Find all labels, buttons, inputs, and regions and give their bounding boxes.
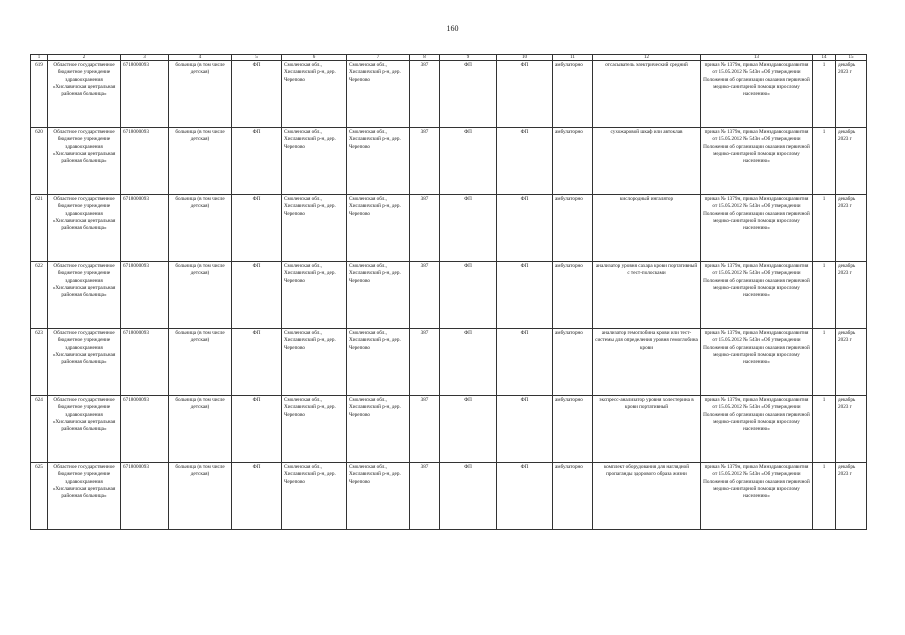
address-cell: Смоленская обл., Хиславичский р-н, дер. Черепово [282,195,347,262]
table-row [31,262,867,329]
care-form: амбулаторно [553,195,593,262]
column-number: 9 [440,55,497,61]
row-number: 620 [31,128,48,195]
numeric-code: 387 [410,329,440,396]
equipment-name: отсасыватель электрический средний [593,61,701,128]
row-number: 625 [31,463,48,530]
care-form: амбулаторно [553,262,593,329]
facility-kind: ФП [440,128,497,195]
column-number: 8 [410,55,440,61]
delivery-date: декабрь 2023 г [836,128,867,195]
facility-kind: ФП [232,61,282,128]
org-code: 6718000093 [121,61,169,128]
address-cell: Смоленская обл., Хиславичский р-н, дер. Черепово [347,463,410,530]
quantity: 1 [813,195,836,262]
facility-kind: ФП [440,195,497,262]
row-number: 622 [31,262,48,329]
legal-basis: приказ № 1379н, приказ Минздравсоцразвития от 15.05.2012 № 543н «Об утверждении Положения об организации оказания первичной медико-санитарной помощи взрослому населению» [701,463,813,530]
facility-kind: ФП [440,329,497,396]
facility-kind: ФП [497,128,553,195]
numeric-code: 387 [410,262,440,329]
organization-name: Областное государственное бюджетное учреждение здравоохранения «Хиславичская центральная районная больница» [48,463,121,530]
column-number: 3 [121,55,169,61]
facility-kind: ФП [497,396,553,463]
column-number: 6 [282,55,347,61]
table-row [31,195,867,262]
table-row [31,61,867,128]
column-number: 10 [497,55,553,61]
org-code: 6718000093 [121,329,169,396]
row-number: 624 [31,396,48,463]
equipment-name: сухожаровой шкаф или автоклав [593,128,701,195]
facility-kind: ФП [232,262,282,329]
table-row [31,329,867,396]
quantity: 1 [813,463,836,530]
facility-kind: ФП [232,128,282,195]
equipment-name: анализатор уровня сахара крови портативный с тест-полосками [593,262,701,329]
column-number: 12 [593,55,701,61]
equipment-name: комплект оборудования для наглядной пропаганды здорового образа жизни [593,463,701,530]
numeric-code: 387 [410,61,440,128]
org-code: 6718000093 [121,396,169,463]
legal-basis: приказ № 1379н, приказ Минздравсоцразвития от 15.05.2012 № 543н «Об утверждении Положения об организации оказания первичной медико-санитарной помощи взрослому населению» [701,329,813,396]
address-cell: Смоленская обл., Хиславичский р-н, дер. Черепово [282,329,347,396]
column-number: 15 [836,55,867,61]
legal-basis: приказ № 1379н, приказ Минздравсоцразвития от 15.05.2012 № 543н «Об утверждении Положения об организации оказания первичной медико-санитарной помощи взрослому населению» [701,396,813,463]
row-number: 621 [31,195,48,262]
care-form: амбулаторно [553,128,593,195]
facility-kind: ФП [232,195,282,262]
facility-kind: ФП [440,61,497,128]
numeric-code: 387 [410,195,440,262]
organization-name: Областное государственное бюджетное учреждение здравоохранения «Хиславичская центральная районная больница» [48,61,121,128]
quantity: 1 [813,61,836,128]
facility-type: больница (в том числе детская) [169,463,232,530]
address-cell: Смоленская обл., Хиславичский р-н, дер. Черепово [282,463,347,530]
delivery-date: декабрь 2023 г [836,61,867,128]
table-row [31,463,867,530]
quantity: 1 [813,128,836,195]
facility-kind: ФП [497,195,553,262]
quantity: 1 [813,262,836,329]
table-row [31,128,867,195]
column-number: 2 [48,55,121,61]
address-cell: Смоленская обл., Хиславичский р-н, дер. Черепово [282,128,347,195]
legal-basis: приказ № 1379н, приказ Минздравсоцразвития от 15.05.2012 № 543н «Об утверждении Положения об организации оказания первичной медико-санитарной помощи взрослому населению» [701,262,813,329]
table-row [31,396,867,463]
column-number: 5 [232,55,282,61]
equipment-table [30,54,867,530]
address-cell: Смоленская обл., Хиславичский р-н, дер. Черепово [347,128,410,195]
org-code: 6718000093 [121,463,169,530]
facility-type: больница (в том числе детская) [169,329,232,396]
organization-name: Областное государственное бюджетное учреждение здравоохранения «Хиславичская центральная районная больница» [48,128,121,195]
facility-kind: ФП [232,463,282,530]
legal-basis: приказ № 1379н, приказ Минздравсоцразвития от 15.05.2012 № 543н «Об утверждении Положения об организации оказания первичной медико-санитарной помощи взрослому населению» [701,61,813,128]
address-cell: Смоленская обл., Хиславичский р-н, дер. Черепово [347,61,410,128]
address-cell: Смоленская обл., Хиславичский р-н, дер. Черепово [282,61,347,128]
column-number: 4 [169,55,232,61]
address-cell: Смоленская обл., Хиславичский р-н, дер. Черепово [347,396,410,463]
facility-kind: ФП [497,329,553,396]
facility-kind: ФП [497,61,553,128]
column-number: 7 [347,55,410,61]
facility-type: больница (в том числе детская) [169,61,232,128]
org-code: 6718000093 [121,262,169,329]
care-form: амбулаторно [553,463,593,530]
facility-kind: ФП [232,396,282,463]
delivery-date: декабрь 2023 г [836,396,867,463]
address-cell: Смоленская обл., Хиславичский р-н, дер. Черепово [282,396,347,463]
numeric-code: 387 [410,128,440,195]
facility-type: больница (в том числе детская) [169,396,232,463]
delivery-date: декабрь 2023 г [836,195,867,262]
facility-kind: ФП [440,262,497,329]
facility-type: больница (в том числе детская) [169,195,232,262]
organization-name: Областное государственное бюджетное учреждение здравоохранения «Хиславичская центральная районная больница» [48,262,121,329]
delivery-date: декабрь 2023 г [836,463,867,530]
equipment-name: кислородный ингалятор [593,195,701,262]
org-code: 6718000093 [121,128,169,195]
facility-kind: ФП [497,262,553,329]
address-cell: Смоленская обл., Хиславичский р-н, дер. Черепово [347,262,410,329]
care-form: амбулаторно [553,329,593,396]
numeric-code: 387 [410,396,440,463]
legal-basis: приказ № 1379н, приказ Минздравсоцразвития от 15.05.2012 № 543н «Об утверждении Положения об организации оказания первичной медико-санитарной помощи взрослому населению» [701,195,813,262]
facility-kind: ФП [440,396,497,463]
column-number: 11 [553,55,593,61]
org-code: 6718000093 [121,195,169,262]
organization-name: Областное государственное бюджетное учреждение здравоохранения «Хиславичская центральная районная больница» [48,396,121,463]
facility-kind: ФП [497,463,553,530]
facility-kind: ФП [440,463,497,530]
row-number: 619 [31,61,48,128]
column-number: 1 [31,55,48,61]
delivery-date: декабрь 2023 г [836,262,867,329]
address-cell: Смоленская обл., Хиславичский р-н, дер. Черепово [282,262,347,329]
care-form: амбулаторно [553,61,593,128]
numeric-code: 387 [410,463,440,530]
facility-type: больница (в том числе детская) [169,128,232,195]
quantity: 1 [813,329,836,396]
organization-name: Областное государственное бюджетное учреждение здравоохранения «Хиславичская центральная районная больница» [48,195,121,262]
care-form: амбулаторно [553,396,593,463]
address-cell: Смоленская обл., Хиславичский р-н, дер. Черепово [347,195,410,262]
equipment-name: экспресс-анализатор уровня холестерина в крови портативный [593,396,701,463]
delivery-date: декабрь 2023 г [836,329,867,396]
column-number: 13 [701,55,813,61]
quantity: 1 [813,396,836,463]
facility-type: больница (в том числе детская) [169,262,232,329]
legal-basis: приказ № 1379н, приказ Минздравсоцразвития от 15.05.2012 № 543н «Об утверждении Положения об организации оказания первичной медико-санитарной помощи взрослому населению» [701,128,813,195]
organization-name: Областное государственное бюджетное учреждение здравоохранения «Хиславичская центральная районная больница» [48,329,121,396]
column-number: 14 [813,55,836,61]
page-number: 160 [446,24,459,33]
equipment-name: анализатор гемоглобина крови или тест-системы для определения уровня гемоглобина крови [593,329,701,396]
facility-kind: ФП [232,329,282,396]
address-cell: Смоленская обл., Хиславичский р-н, дер. Черепово [347,329,410,396]
row-number: 623 [31,329,48,396]
